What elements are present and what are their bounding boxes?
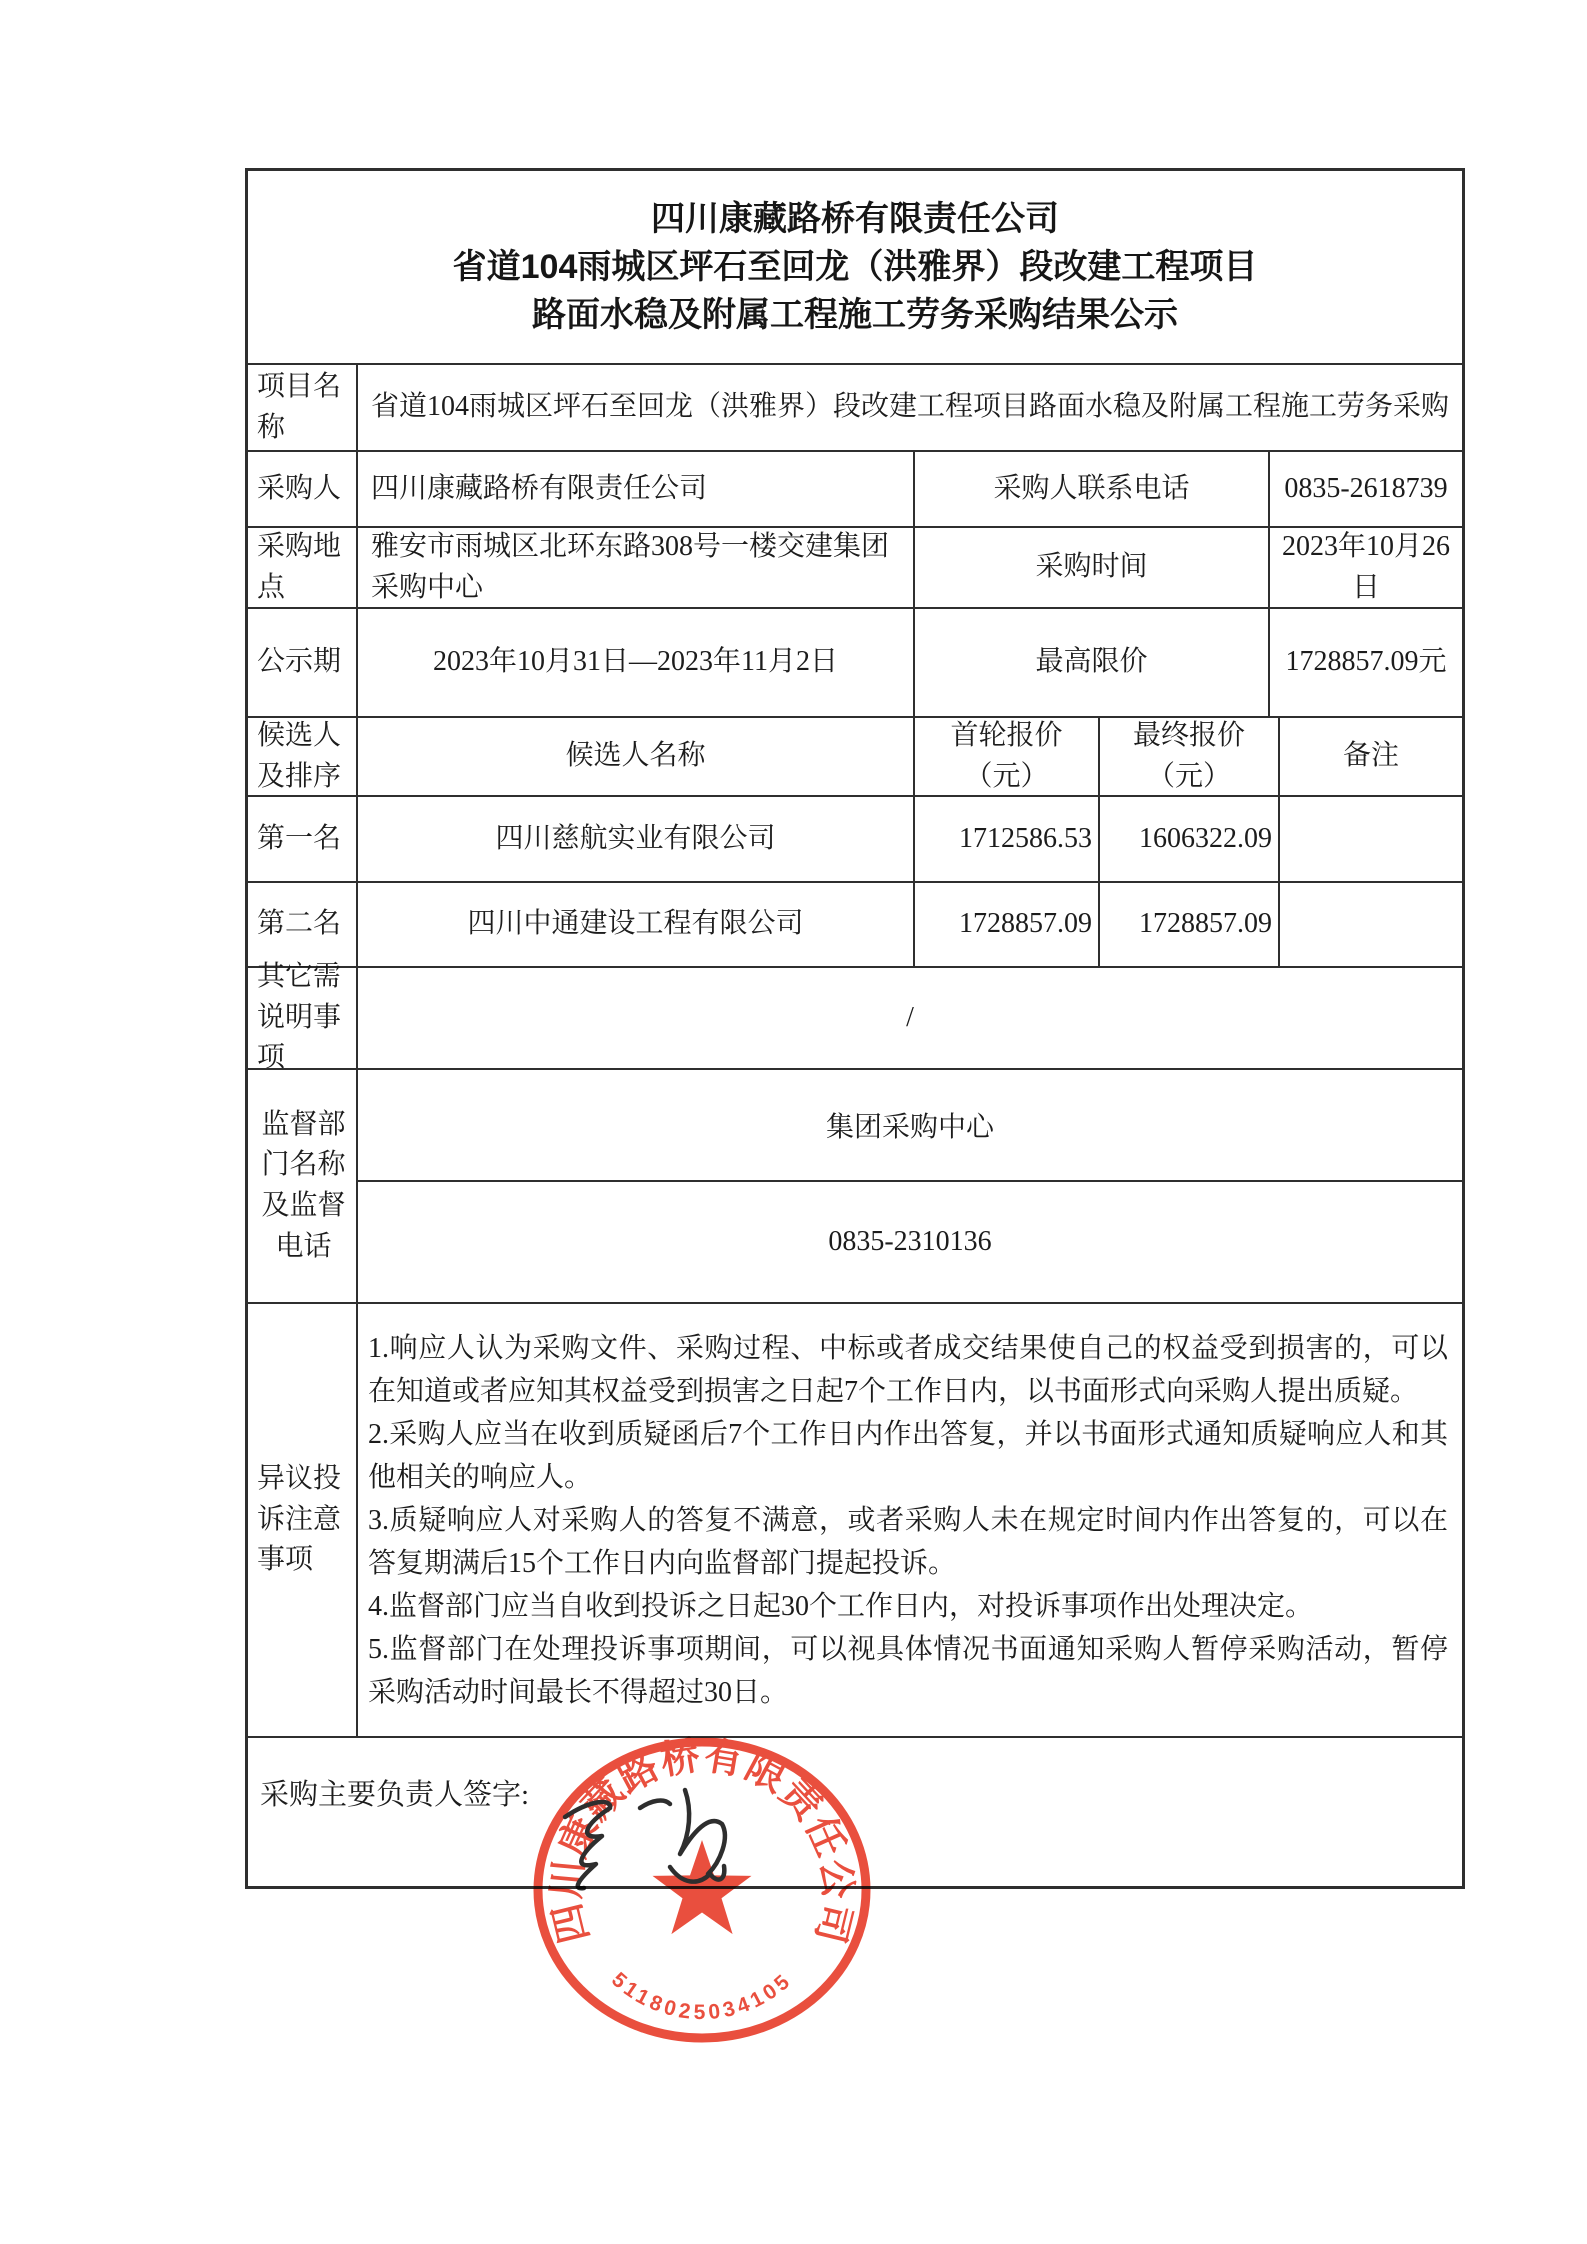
objection-item-2: 2.采购人应当在收到质疑函后7个工作日内作出答复，并以书面形式通知质疑响应人和其他相关的响应人。 <box>368 1418 1448 1493</box>
purchaser-phone-label: 采购人联系电话 <box>913 452 1268 526</box>
other-notes-value: / <box>356 968 1462 1068</box>
publicity-label: 公示期 <box>257 646 342 678</box>
purchase-time-value: 2023年10月26日 <box>1268 528 1462 607</box>
candidate-2-first-bid: 1728857.09 <box>913 883 1098 966</box>
purchaser-phone-value: 0835-2618739 <box>1268 452 1462 526</box>
row-signature <box>248 1736 1462 1886</box>
candidate-2-remark <box>1278 883 1462 966</box>
supervision-phone: 0835-2310136 <box>828 1226 992 1257</box>
objection-item-1: 1.响应人认为采购文件、采购过程、中标或者成交结果使自己的权益受到损害的，可以在知道或者应知其权益受到损害之日起7个工作日内，以书面形式向采购人提出质疑。 <box>368 1332 1448 1407</box>
other-notes-label: 其它需说明事项 <box>257 961 342 1074</box>
candidate-2-final-bid: 1728857.09 <box>1098 883 1278 966</box>
first-bid-header: 首轮报价 （元） <box>913 718 1098 795</box>
title-line-2: 省道104雨城区坪石至回龙（洪雅界）段改建工程项目 <box>452 248 1258 286</box>
objection-item-5: 5.监督部门在处理投诉事项期间，可以视具体情况书面通知采购人暂停采购活动，暂停采购活动时间最长不得超过30日。 <box>368 1633 1448 1708</box>
supervision-dept: 集团采购中心 <box>358 1070 1462 1182</box>
candidate-1-remark <box>1278 797 1462 881</box>
project-name-label: 项目名称 <box>257 370 342 443</box>
row-publicity-period <box>248 607 1462 716</box>
location-value: 雅安市雨城区北环东路308号一楼交建集团采购中心 <box>356 528 913 607</box>
max-price-label: 最高限价 <box>913 609 1268 716</box>
candidate-name-header: 候选人名称 <box>356 718 913 795</box>
title-row <box>248 171 1462 363</box>
remark-header: 备注 <box>1278 718 1462 795</box>
objection-item-4: 4.监督部门应当自收到投诉之日起30个工作日内，对投诉事项作出处理决定。 <box>368 1590 1314 1622</box>
row-project-name <box>248 363 1462 450</box>
row-purchaser <box>248 450 1462 526</box>
candidate-2-rank: 第二名 <box>257 908 342 940</box>
seal-serial-text: 5118025034105 <box>607 1968 797 2025</box>
purchase-time-label: 采购时间 <box>913 528 1268 607</box>
candidate-1-rank: 第一名 <box>257 822 342 854</box>
document-title <box>248 195 1462 339</box>
supervision-label: 监督部门名称及监督电话 <box>261 1108 346 1262</box>
project-name-value: 省道104雨城区坪石至回龙（洪雅界）段改建工程项目路面水稳及附属工程施工劳务采购 <box>356 365 1462 450</box>
supervision-values <box>356 1070 1462 1302</box>
signature-label: 采购主要负责人签字: <box>260 1778 530 1811</box>
procurement-result-table <box>245 168 1465 1889</box>
candidates-rank-header: 候选人及排序 <box>257 719 342 792</box>
title-line-3: 路面水稳及附属工程施工劳务采购结果公示 <box>532 296 1178 334</box>
seal-company-text: 四川康藏路桥有限责任公司 <box>544 1734 860 1948</box>
table-row-candidate-1 <box>248 795 1462 881</box>
row-supervision <box>248 1068 1462 1302</box>
location-label: 采购地点 <box>257 530 342 603</box>
title-line-1: 四川康藏路桥有限责任公司 <box>651 200 1059 238</box>
purchaser-label: 采购人 <box>257 472 342 504</box>
max-price-value: 1728857.09元 <box>1268 609 1462 716</box>
candidate-2-name: 四川中通建设工程有限公司 <box>356 883 913 966</box>
row-candidates-header <box>248 716 1462 795</box>
table-row-candidate-2 <box>248 881 1462 966</box>
purchaser-value: 四川康藏路桥有限责任公司 <box>356 452 913 526</box>
objection-label: 异议投诉注意事项 <box>257 1463 342 1576</box>
candidate-1-final-bid: 1606322.09 <box>1098 797 1278 881</box>
objection-item-3: 3.质疑响应人对采购人的答复不满意，或者采购人未在规定时间内作出答复的，可以在答复期满后15个工作日内向监督部门提起投诉。 <box>368 1504 1448 1579</box>
final-bid-header: 最终报价 （元） <box>1098 718 1278 795</box>
row-location <box>248 526 1462 607</box>
objection-items <box>356 1304 1462 1736</box>
candidate-1-name: 四川慈航实业有限公司 <box>356 797 913 881</box>
candidate-1-first-bid: 1712586.53 <box>913 797 1098 881</box>
row-objection-notes <box>248 1302 1462 1736</box>
row-other-notes <box>248 961 1462 1074</box>
signature-line <box>248 1738 1462 1886</box>
publicity-value: 2023年10月31日—2023年11月2日 <box>356 609 913 716</box>
